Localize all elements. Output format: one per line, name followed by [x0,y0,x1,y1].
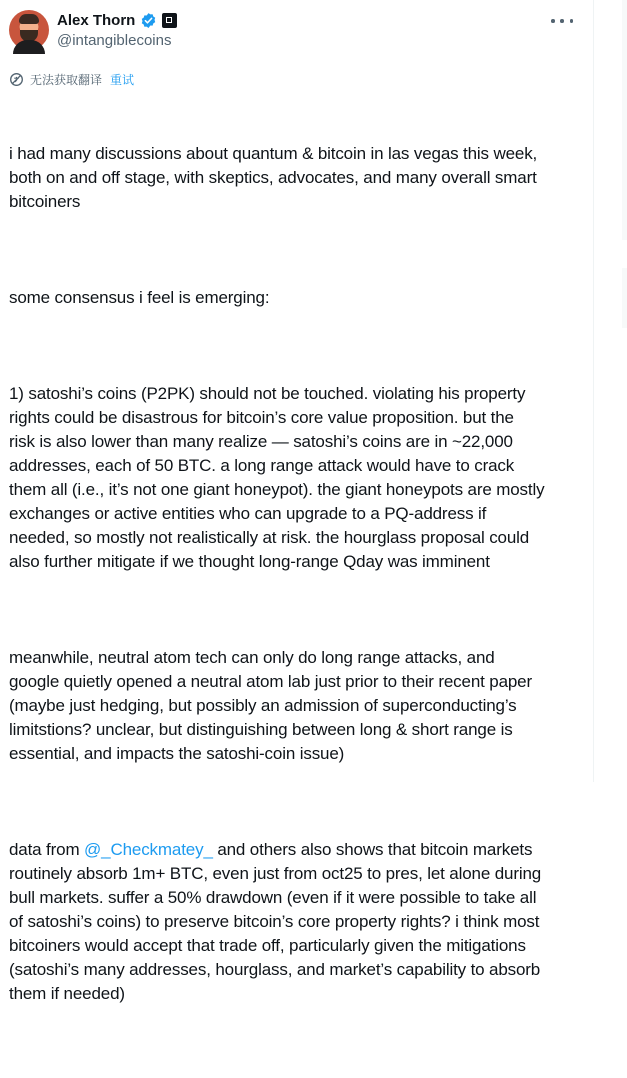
scrollbar-track-upper[interactable] [622,0,627,240]
avatar-shirt [13,40,45,54]
author-handle[interactable]: @intangiblecoins [57,32,172,49]
avatar[interactable] [9,10,49,50]
tweet-paragraph-with-mention [9,838,585,1006]
author-name-row [57,10,177,30]
more-dot-icon [551,19,555,23]
translation-retry-link[interactable]: 重试 [110,72,135,87]
tweet-body [9,94,585,1078]
more-dot-icon [560,19,564,23]
avatar-hair [19,14,39,24]
tweet-header [9,8,585,52]
translation-status-text: 无法获取翻译 [30,72,103,87]
author-display-name[interactable]: Alex Thorn [57,11,136,29]
translation-status-row [9,69,585,89]
tweet-paragraph: meanwhile, neutral atom tech can only do long range attacks, and google quietly opened a neutral atom lab just prior to their recent paper (maybe just hedging, but possibly an admission of superconducting’s limitstions? unclear, but distinguishing between long & short range is essential, and impacts the satoshi-coin issue) [9,648,532,763]
more-dot-icon [570,19,574,23]
mention-link[interactable]: @_Checkmatey_ [84,840,213,859]
tweet-text: and others also shows that bitcoin markets routinely absorb 1m+ BTC, even just from oct25 to pres, let alone during bull markets. suffer a 50% drawdown (even if it were possible to take all of satoshi’s coins) to preserve bitcoin’s core property rights? i think most bitcoiners would accept that trade off, particularly given the mitigations (satoshi’s many addresses, hourglass, and market’s capability to absorb them if needed) [9,840,542,1003]
right-panel-edge [593,0,627,782]
scrollbar-track-lower[interactable] [622,268,627,328]
tweet [9,8,585,1078]
tweet-text: data from [9,840,85,859]
tweet-paragraph: some consensus i feel is emerging: [9,288,270,307]
tweet-paragraph: 1) satoshi’s coins (P2PK) should not be touched. violating his property rights could be disastrous for bitcoin’s core value proposition. but the risk is also lower than many realize — satoshi’s coins are in ~22,000 addresses, each of 50 BTC. a long range attack would have to crack them all (i.e., it’s not one giant honeypot). the giant honeypots are mostly exchanges or active entities who can upgrade to a PQ-address if needed, so mostly not realistically at risk. the hourglass proposal could also further mitigate if we thought long-range Qday was imminent [9,384,545,571]
affiliation-badge-icon[interactable] [162,13,177,28]
more-horizontal-icon[interactable] [551,14,573,28]
tweet-paragraph: i had many discussions about quantum & bitcoin in las vegas this week, both on and off stage, with skeptics, advocates, and many overall smart bitcoiners [9,144,538,211]
verified-badge-icon[interactable] [140,12,157,29]
translate-icon [9,72,24,87]
